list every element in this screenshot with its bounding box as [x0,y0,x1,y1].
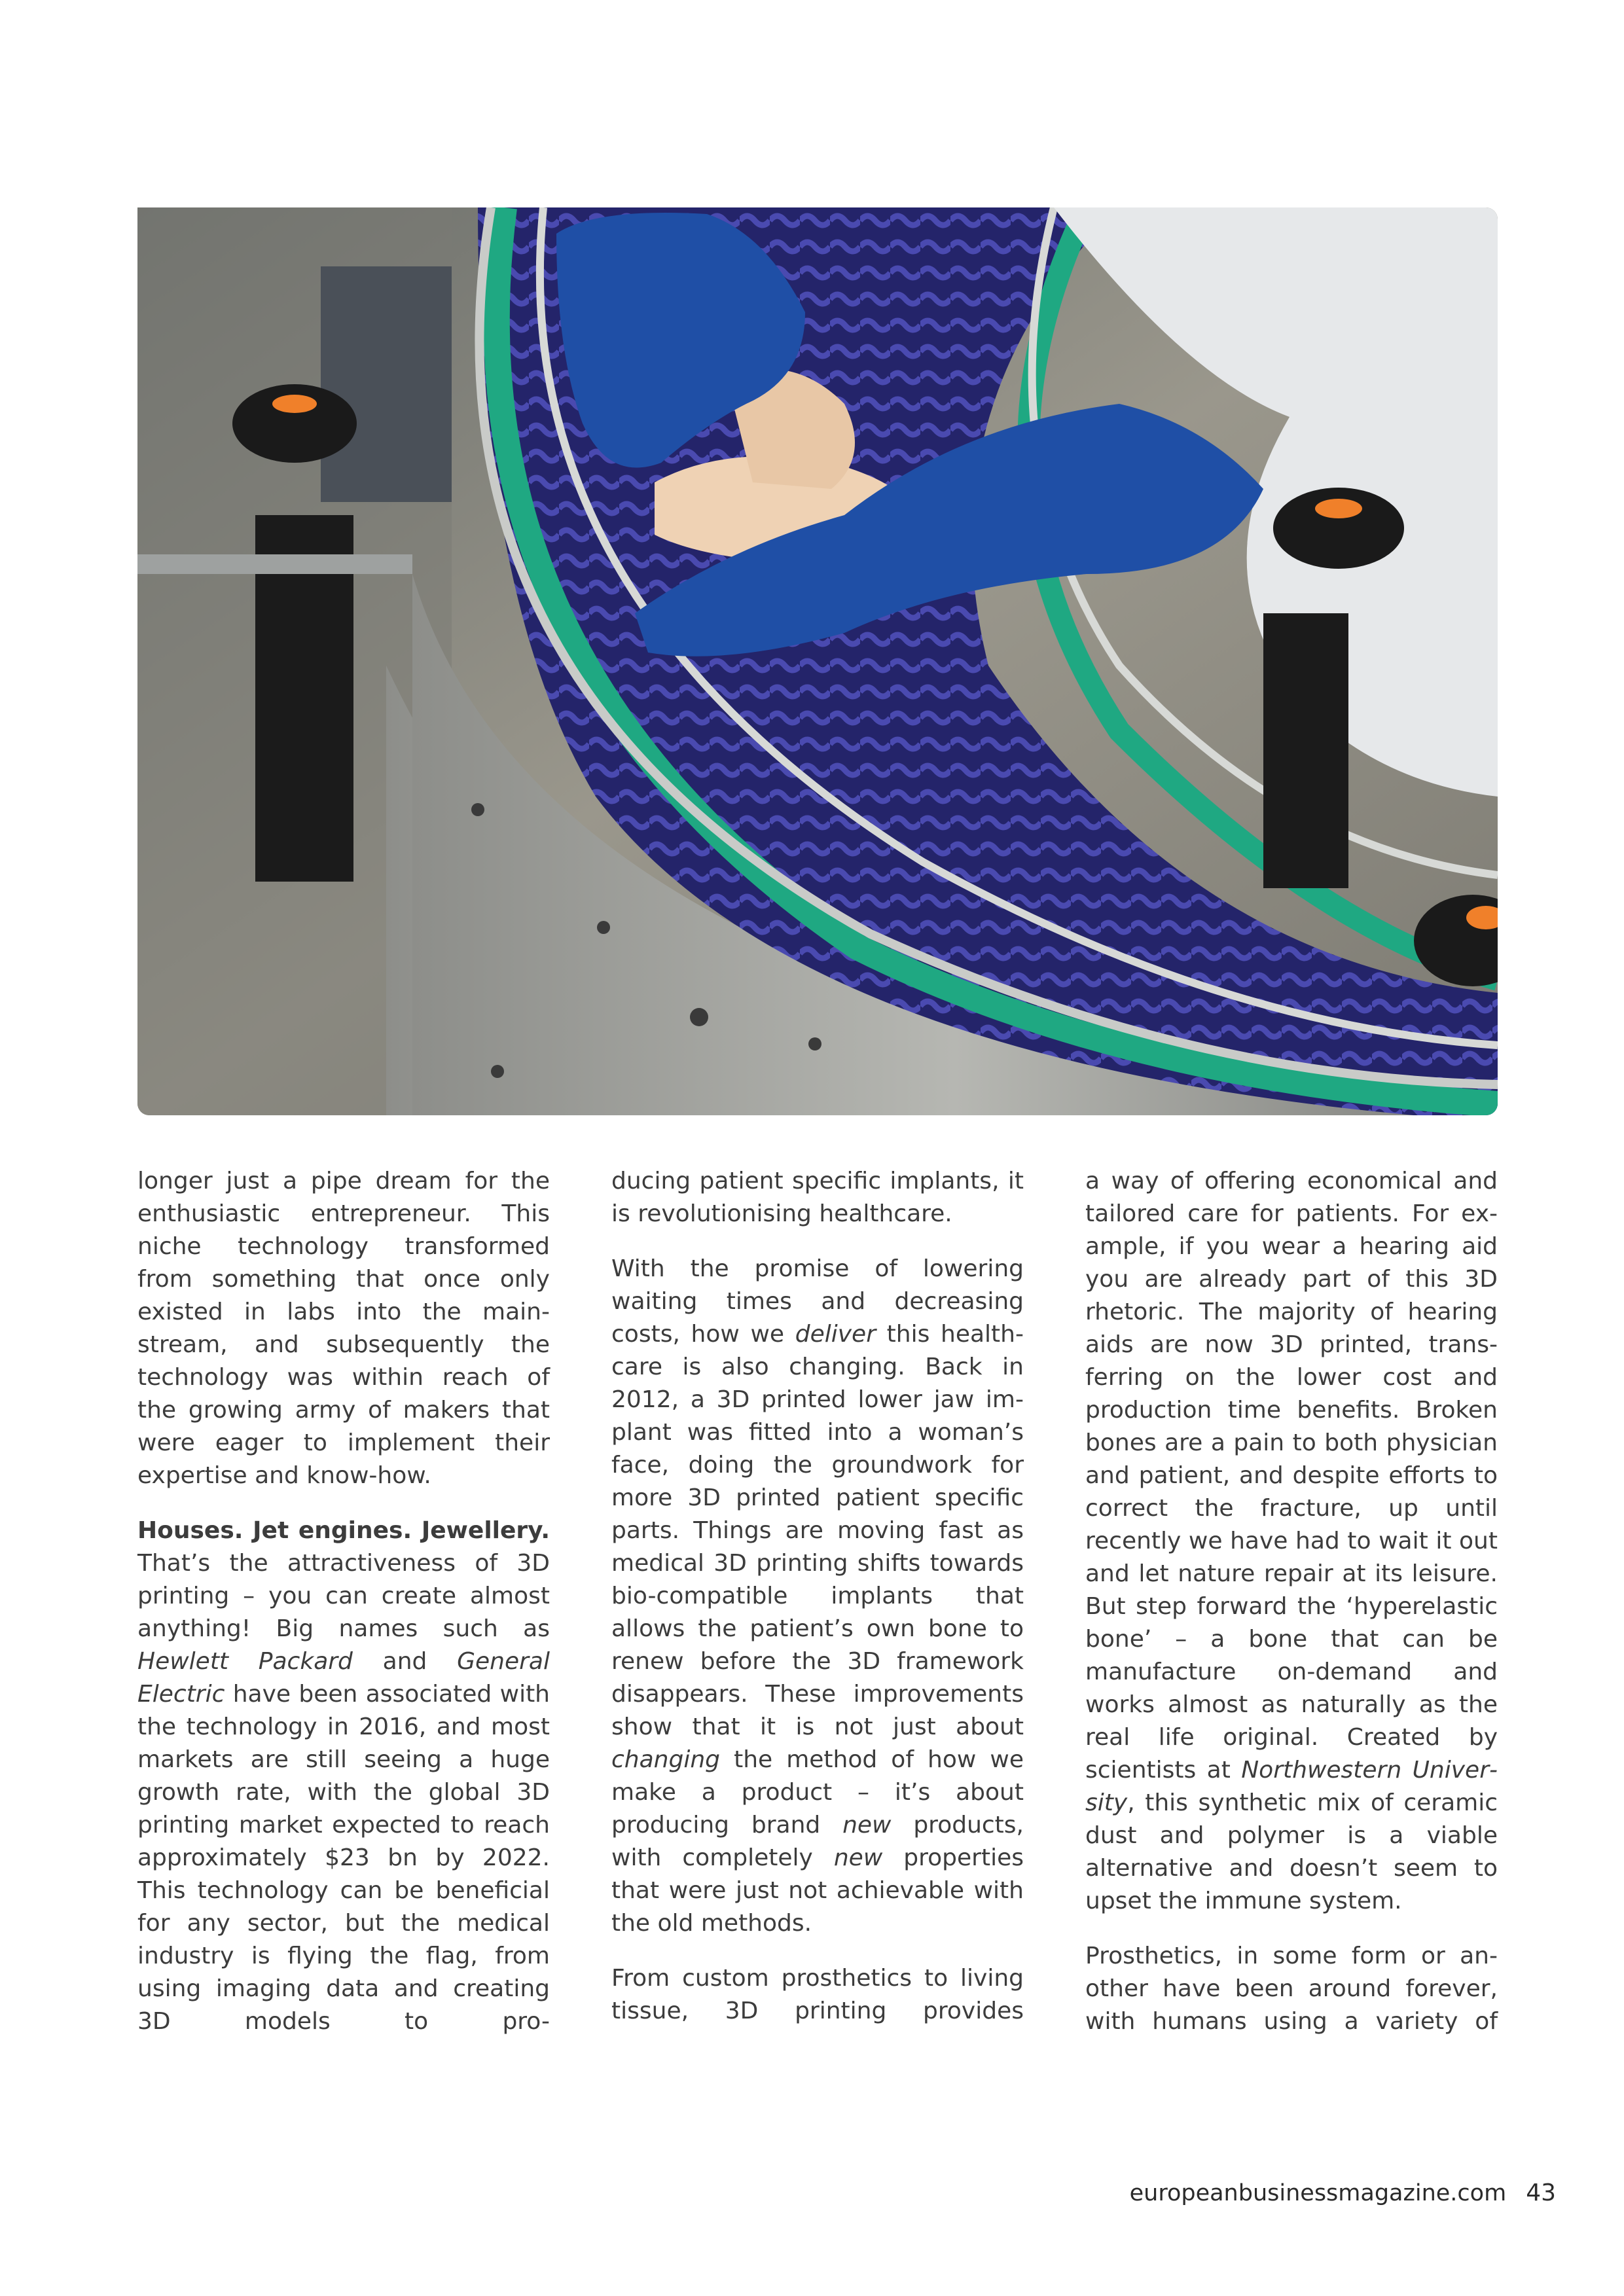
page-number: 43 [1526,2179,1556,2206]
institution-name: Northwestern University [1085,1757,1498,1816]
paragraph: With the promise of lowering waiting times and decreasing costs, how we deliver this healthcare is also changing. Back in 2012, a 3D printed lower jaw implant was fitted into a woman’s face, doing the groundwork for more 3D printed patient specific parts. Things are moving fast as medical 3D printing shifts towards bio-compatible implants that allows the patient’s own bone to renew before the 3D framework disappears. These improvements show that it is not just about changing the method of how we make a product – it’s about producing brand new products, with completely new properties that were just not achievable with the old methods. [611,1255,1024,1937]
article-photo [137,207,1498,1115]
company-name: General Electric [137,1648,550,1708]
paragraph: Houses. Jet engines. Jewellery. That’s the attractiveness of 3D printing – you can create almost anything! Big names such as Hewlett Packard and General Electric have been associated with the technology in 2016, and most markets are still seeing a huge growth rate, with the global 3D printing market expected to reach approximately $23 bn by 2022. This technology can be beneficial for any sector, but the medical industry is flying the flag, from using imaging data and creating 3D models to pro- [137,1517,550,2035]
column-2 [611,1165,1024,2055]
paragraph: a way of offering economical and tailored care for patients. For example, if you wear a hearing aid you are already part of this 3D rhetoric. The majority of hearing aids are now 3D printed, transferring on the lower cost and production time benefits. Broken bones are a pain to both physician and patient, and despite efforts to correct the fracture, up until recently we have had to wait it out and let nature repair at its leisure. But step forward the ‘hyperelastic bone’ – a bone that can be manufacture on-demand and works almost as naturally as the real life original. Created by scientists at Northwestern University, this synthetic mix of ceramic dust and polymer is a viable alternative and doesn’t seem to upset the immune system. [1085,1168,1498,1914]
lead-in: Houses. Jet engines. Jewellery. [137,1517,550,1544]
page-footer [1130,2179,1556,2212]
column-1 [137,1165,550,2055]
paragraph: Prosthetics, in some form or another have been around forever, with humans using a variety of [1085,1943,1498,2035]
website-url: europeanbusinessmagazine.com [1129,2180,1507,2206]
column-3 [1085,1165,1498,2055]
paragraph: longer just a pipe dream for the enthusiastic entrepreneur. This niche technology transformed from something that once only existed in labs into the mainstream, and subsequently the technology was within reach of the growing army of makers that were eager to implement their expertise and know-how. [137,1168,550,1489]
paragraph: From custom prosthetics to living tissue, 3D printing provides [611,1965,1024,2024]
company-name: Hewlett Packard [137,1648,353,1675]
paragraph: ducing patient specific implants, it is revolutionising healthcare. [611,1168,1024,1227]
article-body [137,1165,1498,2055]
conveyor-prosthetic-hand-image [137,207,1498,1115]
